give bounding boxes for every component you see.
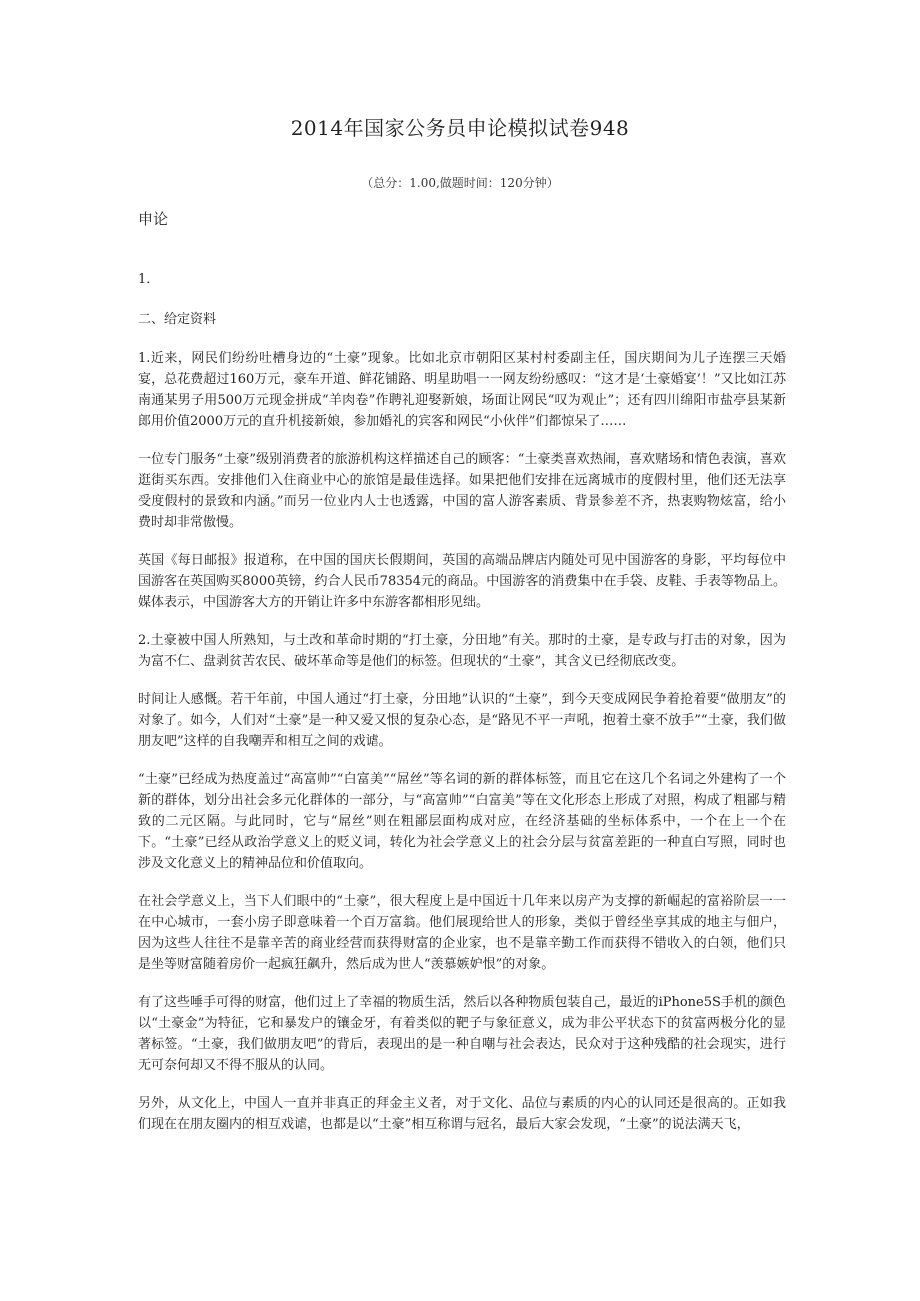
- paragraph: 1.近来，网民们纷纷吐槽身边的“土豪”现象。比如北京市朝阳区某村村委副主任，国庆期间为儿子连摆三天婚宴，总花费超过160万元，豪车开道、鲜花铺路、明星助唱一一网友纷纷感叹：“这才是‘土豪婚宴’！”又比如江苏南通某男子用500万元现金拼成“羊肉卷”作聘礼迎娶新娘，场面让网民“叹为观止”；还有四川绵阳市盐亭县某新郎用价值2000万元的直升机接新娘，参加婚礼的宾客和网民“小伙伴”们都惊呆了……: [138, 351, 786, 429]
- materials-body: [138, 348, 786, 1152]
- paragraph: 有了这些唾手可得的财富，他们过上了幸福的物质生活，然后以各种物质包装自己，最近的iPhone5S手机的颜色以“土豪金”为特征，它和暴发户的镶金牙，有着类似的靶子与象征意义，成为非公平状态下的贫富两极分化的显著标签。“土豪，我们做朋友吧”的背后，表现出的是一种自嘲与社会表达，民众对于这种残酷的社会现实，进行无可奈何却又不得不服从的认同。: [138, 995, 786, 1073]
- materials-subheading: 二、给定资料: [138, 312, 217, 327]
- question-number: 1．: [138, 272, 160, 287]
- section-heading: 申论: [138, 210, 169, 228]
- paragraph: 另外，从文化上，中国人一直并非真正的拜金主义者，对于文化、品位与素质的内心的认同还是很高的。正如我们现在在朋友圈内的相互戏谑，也都是以“土豪”相互称谓与冠名，最后大家会发现，“土豪”的说法满天飞，: [138, 1096, 786, 1132]
- paragraph: “土豪”已经成为热度盖过“高富帅”“白富美”“屌丝”等名词的新的群体标签，而且它在这几个名词之外建构了一个新的群体，划分出社会多元化群体的一部分，与“高富帅”“白富美”等在文化形态上形成了对照，构成了粗鄙与精致的二元区隔。与此同时，它与“屌丝”则在粗鄙层面构成对应，在经济基础的坐标体系中，一个在上一个在下。“土豪”已经从政治学意义上的贬义词，转化为社会学意义上的社会分层与贫富差距的一种直白写照，同时也涉及文化意义上的精神品位和价值取向。: [138, 772, 786, 871]
- paragraph: 2.土豪被中国人所熟知，与土改和革命时期的“打土豪，分田地”有关。那时的土豪，是专政与打击的对象，因为为富不仁、盘剥贫苦农民、破坏革命等是他们的标签。但现状的“土豪”，其含义已经彻底改变。: [138, 633, 786, 669]
- document-title: 2014年国家公务员申论模拟试卷948: [290, 116, 630, 140]
- paragraph: 一位专门服务“土豪”级别消费者的旅游机构这样描述自己的顾客：“土豪类喜欢热闹，喜欢赌场和情色表演，喜欢逛街买东西。安排他们入住商业中心的旅馆是最佳选择。如果把他们安排在远离城市的度假村里，他们还无法享受度假村的景致和内涵。”而另一位业内人士也透露，中国的富人游客素质、背景参差不齐，热衷购物炫富，给小费时却非常傲慢。: [138, 452, 786, 530]
- paragraph: 时间让人感慨。若干年前，中国人通过“打土豪，分田地”认识的“土豪”，到今天变成网民争着抢着要“做朋友”的对象了。如今，人们对“土豪”是一种又爱又恨的复杂心态，是“路见不平一声吼，抱着土豪不放手”“土豪，我们做朋友吧”这样的自我嘲弄和相互之间的戏谑。: [138, 692, 786, 749]
- exam-meta: （总分：1.00,做题时间：120分钟）: [361, 176, 559, 190]
- paragraph: 在社会学意义上，当下人们眼中的“土豪”，很大程度上是中国近十几年来以房产为支撑的新崛起的富裕阶层一一在中心城市，一套小房子即意味着一个百万富翁。他们展现给世人的形象，类似于曾经坐享其成的地主与佃户，因为这些人往往不是靠辛苦的商业经营而获得财富的企业家，也不是靠辛勤工作而获得不错收入的白领，他们只是坐等财富随着房价一起疯狂飙升，然后成为世人“羡慕嫉妒恨”的对象。: [138, 894, 786, 972]
- paragraph: 英国《每日邮报》报道称，在中国的国庆长假期间，英国的高端品牌店内随处可见中国游客的身影，平均每位中国游客在英国购买8000英镑，约合人民币78354元的商品。中国游客的消费集中在手袋、皮鞋、手表等物品上。媒体表示，中国游客大方的开销让许多中东游客都相形见绌。: [138, 553, 786, 610]
